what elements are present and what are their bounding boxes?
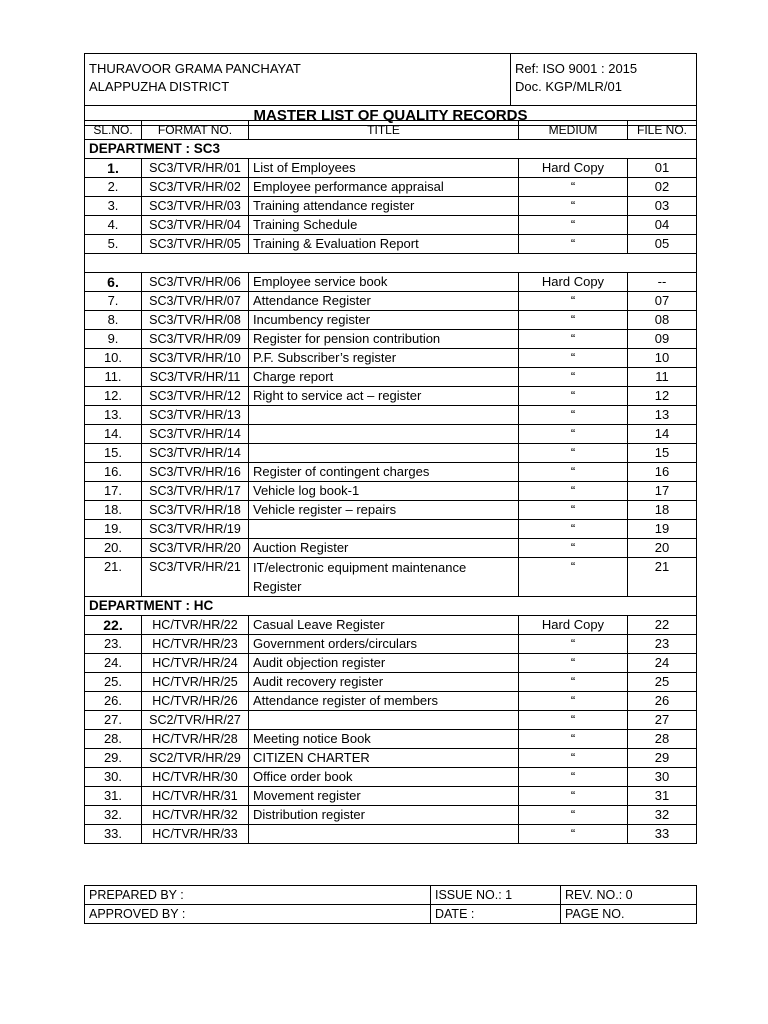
file-number: 17 xyxy=(628,482,697,501)
format-number: SC3/TVR/HR/01 xyxy=(142,159,249,178)
serial-number: 3. xyxy=(85,197,142,216)
serial-number: 1. xyxy=(85,159,142,178)
table-row xyxy=(85,235,697,254)
table-row xyxy=(85,387,697,406)
file-number: 15 xyxy=(628,444,697,463)
format-number: HC/TVR/HR/30 xyxy=(142,768,249,787)
record-title xyxy=(249,406,519,425)
table-row xyxy=(85,806,697,825)
file-number: 23 xyxy=(628,635,697,654)
format-number: SC3/TVR/HR/07 xyxy=(142,292,249,311)
file-number: 19 xyxy=(628,520,697,539)
format-number: HC/TVR/HR/33 xyxy=(142,825,249,844)
issue-number: ISSUE NO.: 1 xyxy=(431,886,561,905)
serial-number: 18. xyxy=(85,501,142,520)
table-row xyxy=(85,501,697,520)
table-row xyxy=(85,178,697,197)
format-number: SC3/TVR/HR/08 xyxy=(142,311,249,330)
col-header-format: FORMAT NO. xyxy=(142,121,249,140)
record-medium: “ xyxy=(519,178,628,197)
format-number: SC3/TVR/HR/17 xyxy=(142,482,249,501)
format-number: SC3/TVR/HR/14 xyxy=(142,444,249,463)
serial-number: 25. xyxy=(85,673,142,692)
record-title xyxy=(249,425,519,444)
format-number: SC3/TVR/HR/14 xyxy=(142,425,249,444)
department-label: DEPARTMENT : HC xyxy=(85,597,697,616)
table-row xyxy=(85,825,697,844)
record-title: Employee service book xyxy=(249,273,519,292)
file-number: 30 xyxy=(628,768,697,787)
table-row xyxy=(85,711,697,730)
serial-number: 17. xyxy=(85,482,142,501)
record-title: List of Employees xyxy=(249,159,519,178)
table-row xyxy=(85,444,697,463)
col-header-medium: MEDIUM xyxy=(519,121,628,140)
serial-number: 10. xyxy=(85,349,142,368)
record-medium: “ xyxy=(519,787,628,806)
record-title: Right to service act – register xyxy=(249,387,519,406)
record-medium: “ xyxy=(519,558,628,597)
record-title: Vehicle log book-1 xyxy=(249,482,519,501)
record-title: Training & Evaluation Report xyxy=(249,235,519,254)
serial-number: 27. xyxy=(85,711,142,730)
table-row xyxy=(85,482,697,501)
record-medium: “ xyxy=(519,482,628,501)
file-number: 05 xyxy=(628,235,697,254)
record-medium: Hard Copy xyxy=(519,273,628,292)
district-name: ALAPPUZHA DISTRICT xyxy=(89,79,230,94)
document-header-table xyxy=(84,53,697,126)
file-number: 25 xyxy=(628,673,697,692)
file-number: 22 xyxy=(628,616,697,635)
record-title: Office order book xyxy=(249,768,519,787)
serial-number: 22. xyxy=(85,616,142,635)
record-medium: “ xyxy=(519,520,628,539)
spacer-row xyxy=(85,254,697,273)
format-number: SC3/TVR/HR/11 xyxy=(142,368,249,387)
record-medium: “ xyxy=(519,501,628,520)
serial-number: 26. xyxy=(85,692,142,711)
file-number: 29 xyxy=(628,749,697,768)
file-number: 24 xyxy=(628,654,697,673)
format-number: SC3/TVR/HR/10 xyxy=(142,349,249,368)
table-row xyxy=(85,520,697,539)
record-medium: “ xyxy=(519,539,628,558)
record-title: Audit objection register xyxy=(249,654,519,673)
record-medium: “ xyxy=(519,654,628,673)
file-number: 07 xyxy=(628,292,697,311)
file-number: 11 xyxy=(628,368,697,387)
serial-number: 24. xyxy=(85,654,142,673)
format-number: SC3/TVR/HR/21 xyxy=(142,558,249,597)
file-number: 09 xyxy=(628,330,697,349)
department-row xyxy=(85,140,697,159)
serial-number: 32. xyxy=(85,806,142,825)
format-number: HC/TVR/HR/31 xyxy=(142,787,249,806)
serial-number: 33. xyxy=(85,825,142,844)
serial-number: 23. xyxy=(85,635,142,654)
format-number: SC3/TVR/HR/06 xyxy=(142,273,249,292)
table-row xyxy=(85,635,697,654)
file-number: 28 xyxy=(628,730,697,749)
record-medium: “ xyxy=(519,825,628,844)
table-row xyxy=(85,159,697,178)
record-medium: “ xyxy=(519,368,628,387)
col-header-title: TITLE xyxy=(249,121,519,140)
table-row xyxy=(85,787,697,806)
record-title xyxy=(249,711,519,730)
file-number: 12 xyxy=(628,387,697,406)
table-row xyxy=(85,197,697,216)
serial-number: 14. xyxy=(85,425,142,444)
table-row xyxy=(85,368,697,387)
file-number: 01 xyxy=(628,159,697,178)
record-medium: “ xyxy=(519,673,628,692)
format-number: HC/TVR/HR/28 xyxy=(142,730,249,749)
record-title xyxy=(249,520,519,539)
col-header-slno: SL.NO. xyxy=(85,121,142,140)
record-title: P.F. Subscriber’s register xyxy=(249,349,519,368)
serial-number: 8. xyxy=(85,311,142,330)
record-title: Employee performance appraisal xyxy=(249,178,519,197)
record-medium: Hard Copy xyxy=(519,159,628,178)
serial-number: 15. xyxy=(85,444,142,463)
file-number: 32 xyxy=(628,806,697,825)
record-medium: “ xyxy=(519,311,628,330)
format-number: SC3/TVR/HR/04 xyxy=(142,216,249,235)
record-title: Training Schedule xyxy=(249,216,519,235)
format-number: SC2/TVR/HR/29 xyxy=(142,749,249,768)
serial-number: 21. xyxy=(85,558,142,597)
record-medium: “ xyxy=(519,635,628,654)
file-number: 08 xyxy=(628,311,697,330)
table-row xyxy=(85,654,697,673)
record-title: Audit recovery register xyxy=(249,673,519,692)
table-row xyxy=(85,692,697,711)
file-number: 16 xyxy=(628,463,697,482)
record-title: Register for pension contribution xyxy=(249,330,519,349)
format-number: SC3/TVR/HR/18 xyxy=(142,501,249,520)
file-number: 02 xyxy=(628,178,697,197)
record-medium: “ xyxy=(519,425,628,444)
table-row xyxy=(85,558,697,597)
serial-number: 29. xyxy=(85,749,142,768)
file-number: 14 xyxy=(628,425,697,444)
format-number: HC/TVR/HR/32 xyxy=(142,806,249,825)
format-number: HC/TVR/HR/25 xyxy=(142,673,249,692)
record-title: Government orders/circulars xyxy=(249,635,519,654)
table-row xyxy=(85,616,697,635)
format-number: SC2/TVR/HR/27 xyxy=(142,711,249,730)
department-row xyxy=(85,597,697,616)
serial-number: 5. xyxy=(85,235,142,254)
record-title: Distribution register xyxy=(249,806,519,825)
record-medium: “ xyxy=(519,692,628,711)
format-number: SC3/TVR/HR/13 xyxy=(142,406,249,425)
serial-number: 12. xyxy=(85,387,142,406)
document-title: MASTER LIST OF QUALITY RECORDS xyxy=(85,106,697,126)
record-title: Register of contingent charges xyxy=(249,463,519,482)
records-table xyxy=(84,120,697,844)
record-medium: “ xyxy=(519,216,628,235)
table-row xyxy=(85,768,697,787)
file-number: 27 xyxy=(628,711,697,730)
table-row xyxy=(85,463,697,482)
format-number: SC3/TVR/HR/16 xyxy=(142,463,249,482)
format-number: HC/TVR/HR/22 xyxy=(142,616,249,635)
record-title xyxy=(249,825,519,844)
file-number: 33 xyxy=(628,825,697,844)
record-medium: “ xyxy=(519,730,628,749)
format-number: HC/TVR/HR/26 xyxy=(142,692,249,711)
record-title: Training attendance register xyxy=(249,197,519,216)
record-medium: “ xyxy=(519,387,628,406)
table-row xyxy=(85,349,697,368)
format-number: HC/TVR/HR/24 xyxy=(142,654,249,673)
record-medium: “ xyxy=(519,235,628,254)
record-title: Movement register xyxy=(249,787,519,806)
serial-number: 16. xyxy=(85,463,142,482)
serial-number: 30. xyxy=(85,768,142,787)
serial-number: 28. xyxy=(85,730,142,749)
record-medium: “ xyxy=(519,406,628,425)
format-number: SC3/TVR/HR/09 xyxy=(142,330,249,349)
table-row xyxy=(85,216,697,235)
record-medium: “ xyxy=(519,749,628,768)
file-number: 20 xyxy=(628,539,697,558)
serial-number: 9. xyxy=(85,330,142,349)
organization-cell xyxy=(85,54,511,106)
table-row xyxy=(85,673,697,692)
record-title: Vehicle register – repairs xyxy=(249,501,519,520)
document-number: Doc. KGP/MLR/01 xyxy=(515,79,622,94)
serial-number: 4. xyxy=(85,216,142,235)
department-label: DEPARTMENT : SC3 xyxy=(85,140,697,159)
format-number: HC/TVR/HR/23 xyxy=(142,635,249,654)
table-row xyxy=(85,425,697,444)
table-row xyxy=(85,330,697,349)
serial-number: 31. xyxy=(85,787,142,806)
serial-number: 7. xyxy=(85,292,142,311)
record-medium: Hard Copy xyxy=(519,616,628,635)
record-medium: “ xyxy=(519,463,628,482)
record-title xyxy=(249,444,519,463)
page-number-label: PAGE NO. xyxy=(561,905,697,924)
format-number: SC3/TVR/HR/19 xyxy=(142,520,249,539)
table-row xyxy=(85,292,697,311)
col-header-file: FILE NO. xyxy=(628,121,697,140)
revision-number: REV. NO.: 0 xyxy=(561,886,697,905)
serial-number: 2. xyxy=(85,178,142,197)
table-row xyxy=(85,730,697,749)
prepared-by-label: PREPARED BY : xyxy=(85,886,431,905)
organization-name: THURAVOOR GRAMA PANCHAYAT xyxy=(89,61,301,76)
serial-number: 11. xyxy=(85,368,142,387)
table-row xyxy=(85,539,697,558)
file-number: 13 xyxy=(628,406,697,425)
format-number: SC3/TVR/HR/02 xyxy=(142,178,249,197)
file-number: 31 xyxy=(628,787,697,806)
file-number: 10 xyxy=(628,349,697,368)
record-title: Charge report xyxy=(249,368,519,387)
record-title: Incumbency register xyxy=(249,311,519,330)
record-medium: “ xyxy=(519,711,628,730)
record-title: Attendance register of members xyxy=(249,692,519,711)
table-row xyxy=(85,749,697,768)
spacer-cell xyxy=(85,254,697,273)
serial-number: 6. xyxy=(85,273,142,292)
format-number: SC3/TVR/HR/20 xyxy=(142,539,249,558)
table-row xyxy=(85,406,697,425)
record-medium: “ xyxy=(519,444,628,463)
format-number: SC3/TVR/HR/03 xyxy=(142,197,249,216)
record-title: Attendance Register xyxy=(249,292,519,311)
file-number: 18 xyxy=(628,501,697,520)
serial-number: 20. xyxy=(85,539,142,558)
record-medium: “ xyxy=(519,292,628,311)
reference-cell xyxy=(511,54,697,106)
approval-footer-table xyxy=(84,885,697,924)
serial-number: 13. xyxy=(85,406,142,425)
column-header-row xyxy=(85,121,697,140)
approved-by-label: APPROVED BY : xyxy=(85,905,431,924)
file-number: 26 xyxy=(628,692,697,711)
serial-number: 19. xyxy=(85,520,142,539)
record-medium: “ xyxy=(519,806,628,825)
record-title: Meeting notice Book xyxy=(249,730,519,749)
record-title: CITIZEN CHARTER xyxy=(249,749,519,768)
record-medium: “ xyxy=(519,349,628,368)
file-number: 21 xyxy=(628,558,697,597)
iso-reference: Ref: ISO 9001 : 2015 xyxy=(515,61,638,76)
file-number: 04 xyxy=(628,216,697,235)
record-medium: “ xyxy=(519,197,628,216)
format-number: SC3/TVR/HR/05 xyxy=(142,235,249,254)
record-title: Casual Leave Register xyxy=(249,616,519,635)
record-medium: “ xyxy=(519,330,628,349)
table-row xyxy=(85,273,697,292)
record-medium: “ xyxy=(519,768,628,787)
record-title: Auction Register xyxy=(249,539,519,558)
date-label: DATE : xyxy=(431,905,561,924)
table-row xyxy=(85,311,697,330)
file-number: -- xyxy=(628,273,697,292)
record-title: IT/electronic equipment maintenance Register xyxy=(249,558,519,597)
file-number: 03 xyxy=(628,197,697,216)
format-number: SC3/TVR/HR/12 xyxy=(142,387,249,406)
